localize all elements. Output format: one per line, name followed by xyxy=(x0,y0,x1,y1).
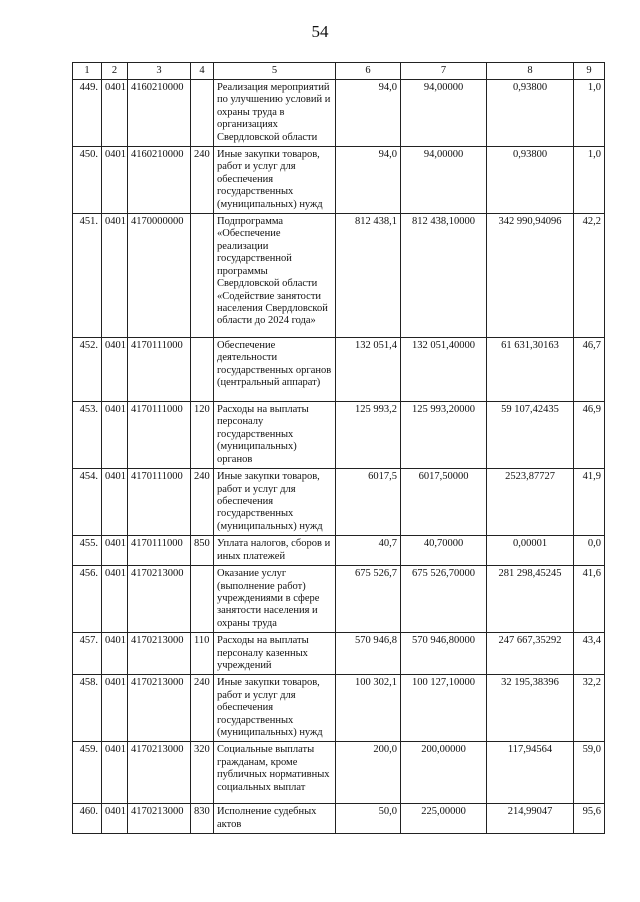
row-number: 454. xyxy=(73,469,102,536)
value-col7: 125 993,20000 xyxy=(401,402,487,469)
table-row xyxy=(73,402,605,469)
section-code: 0401 xyxy=(102,402,128,469)
item-name: Уплата налогов, сборов и иных платежей xyxy=(214,536,336,566)
value-col7: 200,00000 xyxy=(401,742,487,804)
value-col9: 41,9 xyxy=(574,469,605,536)
target-article-code: 4170111000 xyxy=(128,469,191,536)
section-code: 0401 xyxy=(102,536,128,566)
row-number: 457. xyxy=(73,633,102,675)
target-article-code: 4170000000 xyxy=(128,214,191,338)
table-row xyxy=(73,804,605,834)
column-header: 5 xyxy=(214,63,336,80)
row-number: 459. xyxy=(73,742,102,804)
table-row xyxy=(73,147,605,214)
value-col7: 675 526,70000 xyxy=(401,566,487,633)
value-col6: 812 438,1 xyxy=(336,214,401,338)
item-name: Исполнение судебных актов xyxy=(214,804,336,834)
row-number: 460. xyxy=(73,804,102,834)
target-article-code: 4170213000 xyxy=(128,742,191,804)
item-name: Расходы на выплаты персоналу государственных (муниципальных) органов xyxy=(214,402,336,469)
table-row xyxy=(73,675,605,742)
value-col6: 675 526,7 xyxy=(336,566,401,633)
row-number: 449. xyxy=(73,80,102,147)
value-col7: 812 438,10000 xyxy=(401,214,487,338)
target-article-code: 4170111000 xyxy=(128,338,191,402)
table-row xyxy=(73,742,605,804)
table-row xyxy=(73,566,605,633)
table-body xyxy=(73,80,605,834)
section-code: 0401 xyxy=(102,566,128,633)
row-number: 456. xyxy=(73,566,102,633)
value-col7: 94,00000 xyxy=(401,147,487,214)
section-code: 0401 xyxy=(102,80,128,147)
item-name: Иные закупки товаров, работ и услуг для обеспечения государственных (муниципальных) нужд xyxy=(214,147,336,214)
row-number: 450. xyxy=(73,147,102,214)
item-name: Иные закупки товаров, работ и услуг для обеспечения государственных (муниципальных) нужд xyxy=(214,469,336,536)
value-col8: 117,94564 xyxy=(487,742,574,804)
column-header: 4 xyxy=(191,63,214,80)
value-col8: 214,99047 xyxy=(487,804,574,834)
value-col9: 43,4 xyxy=(574,633,605,675)
target-article-code: 4160210000 xyxy=(128,80,191,147)
value-col9: 46,7 xyxy=(574,338,605,402)
row-number: 451. xyxy=(73,214,102,338)
value-col6: 6017,5 xyxy=(336,469,401,536)
value-col7: 132 051,40000 xyxy=(401,338,487,402)
expense-type-code xyxy=(191,80,214,147)
section-code: 0401 xyxy=(102,742,128,804)
column-header: 8 xyxy=(487,63,574,80)
column-header: 9 xyxy=(574,63,605,80)
value-col8: 32 195,38396 xyxy=(487,675,574,742)
target-article-code: 4160210000 xyxy=(128,147,191,214)
row-number: 452. xyxy=(73,338,102,402)
value-col6: 100 302,1 xyxy=(336,675,401,742)
value-col9: 1,0 xyxy=(574,80,605,147)
table-row xyxy=(73,536,605,566)
expense-type-code: 120 xyxy=(191,402,214,469)
item-name: Подпрограмма «Обеспечение реализации государственной программы Свердловской области «Содействие занятости населения Свердловской области до 2024 года» xyxy=(214,214,336,338)
expense-type-code: 850 xyxy=(191,536,214,566)
expense-type-code: 240 xyxy=(191,469,214,536)
value-col9: 59,0 xyxy=(574,742,605,804)
section-code: 0401 xyxy=(102,469,128,536)
target-article-code: 4170213000 xyxy=(128,566,191,633)
value-col8: 2523,87727 xyxy=(487,469,574,536)
value-col9: 32,2 xyxy=(574,675,605,742)
value-col8: 281 298,45245 xyxy=(487,566,574,633)
section-code: 0401 xyxy=(102,147,128,214)
item-name: Реализация мероприятий по улучшению условий и охраны труда в организациях Свердловской области xyxy=(214,80,336,147)
target-article-code: 4170111000 xyxy=(128,402,191,469)
expense-type-code: 240 xyxy=(191,675,214,742)
table-row xyxy=(73,338,605,402)
item-name: Обеспечение деятельности государственных органов (центральный аппарат) xyxy=(214,338,336,402)
table-header xyxy=(73,63,605,80)
column-header: 6 xyxy=(336,63,401,80)
section-code: 0401 xyxy=(102,804,128,834)
target-article-code: 4170213000 xyxy=(128,675,191,742)
value-col8: 342 990,94096 xyxy=(487,214,574,338)
value-col6: 200,0 xyxy=(336,742,401,804)
value-col9: 1,0 xyxy=(574,147,605,214)
value-col8: 0,93800 xyxy=(487,147,574,214)
expense-type-code xyxy=(191,338,214,402)
table-row xyxy=(73,469,605,536)
value-col8: 0,00001 xyxy=(487,536,574,566)
expense-type-code: 240 xyxy=(191,147,214,214)
expense-type-code: 830 xyxy=(191,804,214,834)
value-col8: 61 631,30163 xyxy=(487,338,574,402)
table-row xyxy=(73,80,605,147)
value-col6: 94,0 xyxy=(336,147,401,214)
column-header: 3 xyxy=(128,63,191,80)
value-col6: 40,7 xyxy=(336,536,401,566)
section-code: 0401 xyxy=(102,338,128,402)
expense-type-code xyxy=(191,214,214,338)
value-col9: 46,9 xyxy=(574,402,605,469)
target-article-code: 4170213000 xyxy=(128,633,191,675)
section-code: 0401 xyxy=(102,675,128,742)
value-col9: 0,0 xyxy=(574,536,605,566)
item-name: Иные закупки товаров, работ и услуг для обеспечения государственных (муниципальных) нужд xyxy=(214,675,336,742)
value-col8: 0,93800 xyxy=(487,80,574,147)
value-col7: 40,70000 xyxy=(401,536,487,566)
budget-table xyxy=(72,62,605,834)
value-col7: 6017,50000 xyxy=(401,469,487,536)
value-col7: 100 127,10000 xyxy=(401,675,487,742)
header-row xyxy=(73,63,605,80)
target-article-code: 4170213000 xyxy=(128,804,191,834)
row-number: 455. xyxy=(73,536,102,566)
item-name: Расходы на выплаты персоналу казенных учреждений xyxy=(214,633,336,675)
value-col6: 132 051,4 xyxy=(336,338,401,402)
value-col7: 225,00000 xyxy=(401,804,487,834)
table-row xyxy=(73,214,605,338)
value-col6: 570 946,8 xyxy=(336,633,401,675)
row-number: 458. xyxy=(73,675,102,742)
value-col6: 94,0 xyxy=(336,80,401,147)
section-code: 0401 xyxy=(102,214,128,338)
value-col7: 94,00000 xyxy=(401,80,487,147)
column-header: 7 xyxy=(401,63,487,80)
value-col9: 95,6 xyxy=(574,804,605,834)
page-number: 54 xyxy=(311,22,329,41)
value-col9: 42,2 xyxy=(574,214,605,338)
item-name: Оказание услуг (выполнение работ) учреждениями в сфере занятости населения и охраны труда xyxy=(214,566,336,633)
row-number: 453. xyxy=(73,402,102,469)
value-col8: 247 667,35292 xyxy=(487,633,574,675)
target-article-code: 4170111000 xyxy=(128,536,191,566)
value-col6: 125 993,2 xyxy=(336,402,401,469)
item-name: Социальные выплаты гражданам, кроме публичных нормативных социальных выплат xyxy=(214,742,336,804)
value-col7: 570 946,80000 xyxy=(401,633,487,675)
table-row xyxy=(73,633,605,675)
value-col6: 50,0 xyxy=(336,804,401,834)
column-header: 1 xyxy=(73,63,102,80)
value-col9: 41,6 xyxy=(574,566,605,633)
expense-type-code: 110 xyxy=(191,633,214,675)
section-code: 0401 xyxy=(102,633,128,675)
expense-type-code: 320 xyxy=(191,742,214,804)
value-col8: 59 107,42435 xyxy=(487,402,574,469)
expense-type-code xyxy=(191,566,214,633)
column-header: 2 xyxy=(102,63,128,80)
